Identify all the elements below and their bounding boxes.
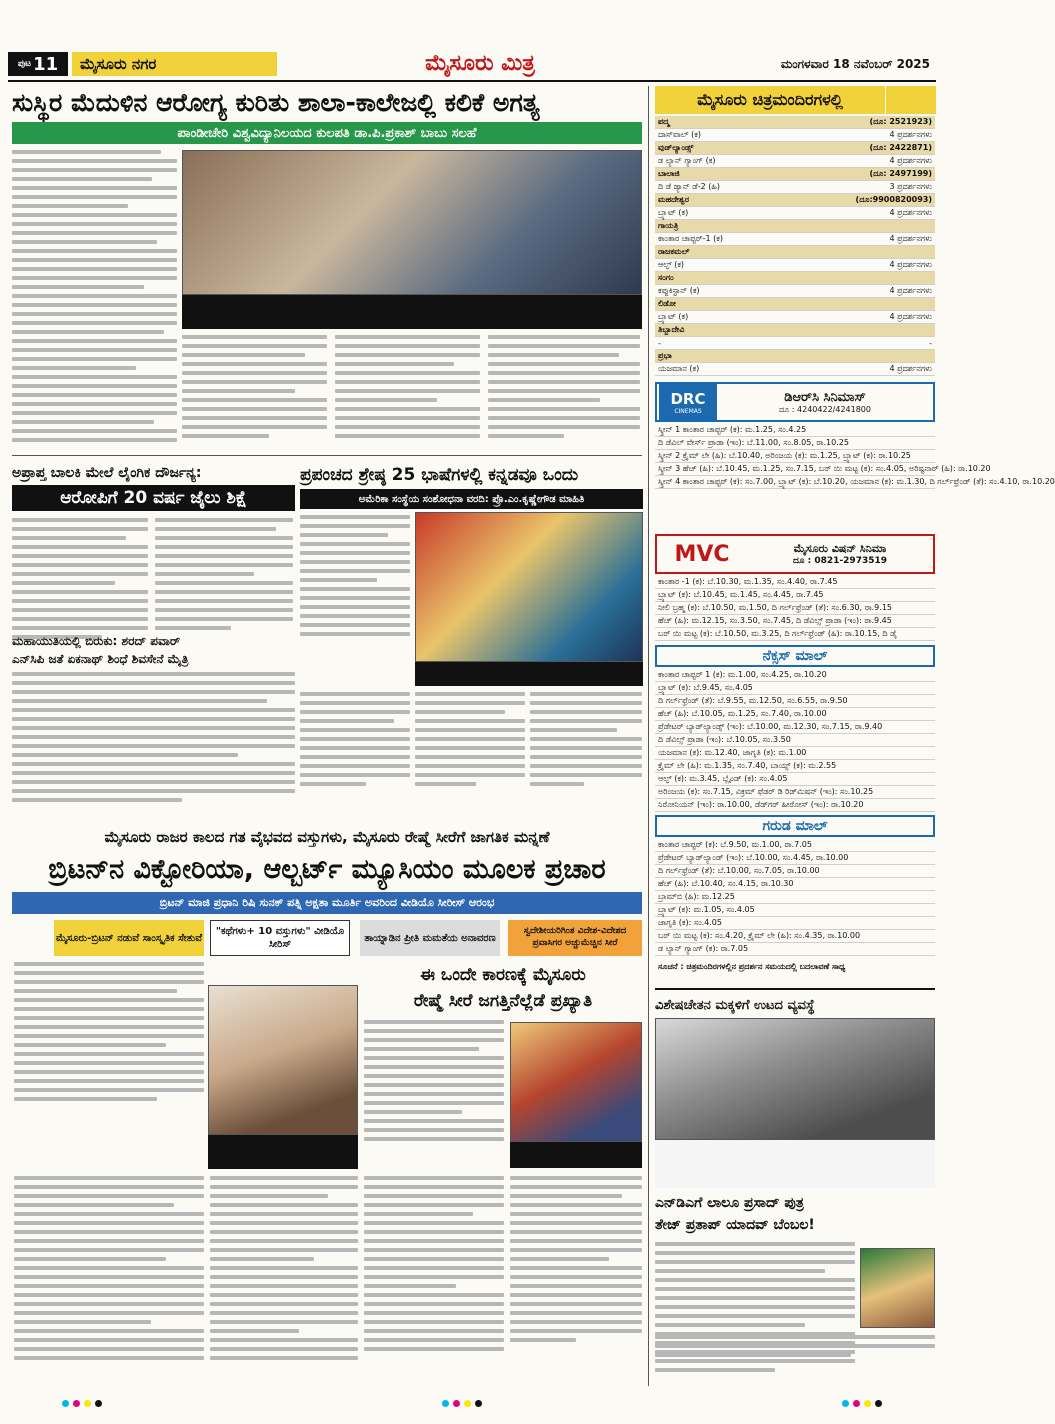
showtime-row: ಬ್ರ್ಯಾಟ್ (ಕ): ಬೆ.9.45, ಸಂ.4.05 (655, 682, 935, 695)
showtime-row: ಆಲ್ಫ್ (ಕ): ಮ.3.45, ಬ್ಲೈಂಡ್ (ಕ): ಸಂ.4.05 (655, 773, 935, 786)
story2-column-2 (155, 518, 293, 635)
film-row: - - (655, 337, 935, 350)
story3-photo-caption (415, 662, 643, 686)
nexus-listing (655, 669, 935, 812)
feature-right-headline: ವಿಶೇಷಚೇತನ ಮಕ್ಕಳಿಗೆ ಉಟದ ವ್ಯವಸ್ಥೆ (655, 998, 815, 1013)
drc-header (655, 382, 935, 422)
showtime-row: ಯಜಮಾನ (ಕ): ಮ.12.40, ಜಾಗೃತಿ (ಕ): ಮ.1.00 (655, 747, 935, 760)
showtime-row: ದಿ ಗರ್ಲ್‌ಫ್ರೆಂಡ್ (ತೆ): ಬೆ.10.00, ಸಂ.7.05, ರಾ.10.00 (655, 865, 935, 878)
story1-headline: ಸುಸ್ಥಿರ ಮೆದುಳಿನ ಆರೋಗ್ಯ ಕುರಿತು ಶಾಲಾ-ಕಾಲೇಜಲ್ಲಿ ಕಲಿಕೆ ಅಗತ್ಯ (12, 88, 540, 117)
drc-listing (655, 424, 1055, 489)
showtime-row: ದಿ ಡೆವಿಲ್ ವೇರ್ಸ್ ಪ್ರಾಡಾ (ಇಂ): ಬೆ.11.00, ಸಂ.8.05, ರಾ.10.25 (655, 437, 935, 450)
page-number-badge (8, 52, 68, 76)
drc-logo: DRC CINEMAS (659, 384, 717, 420)
mvc-header (655, 534, 935, 574)
showtime-row: ಬರ್ ಯಿ ಮಟ್ಟ (ಕ): ಸಂ.4.20, ಕ್ರೈಮ್ ಲೇ (ಹಿ): ಸಂ.4.35, ರಾ.10.00 (655, 930, 935, 943)
film-row: ಆಲ್ಫ್ (ಕ) 4 ಪ್ರದರ್ಶನಗಳು (655, 259, 935, 272)
story3-headline: ಪ್ರಪಂಚದ ಶ್ರೇಷ್ಠ 25 ಭಾಷೆಗಳಲ್ಲಿ ಕನ್ನಡವೂ ಒಂದು (300, 465, 579, 485)
issue-date: ಮಂಗಳವಾರ 18 ನವೆಂಬರ್ 2025 (780, 56, 930, 71)
story5-tab-motherland-love: ತಾಯ್ನಾಡಿನ ಪ್ರೀತಿ ಮಮತೆಯ ಅನಾವರಣ (360, 920, 500, 956)
theatre-row: ತಿಬ್ಬಾದೇವಿ (655, 324, 935, 337)
story1-column-2 (182, 335, 327, 443)
cinema-theatre-list (655, 116, 935, 376)
showtime-row: ಬ್ರಾಮ್‌ಬಿ (ಹಿ): ಮ.12.25 (655, 891, 935, 904)
story5-photo2-caption (510, 1142, 642, 1168)
story4-headline-line1: ಮಹಾಯುತಿಯಲ್ಲಿ ಬಿರುಕು: ಶರದ್ ಪವಾರ್ (12, 634, 181, 648)
story5-body-column-2 (210, 1176, 358, 1365)
showtime-row: ಪ್ರೆಡೇಟರ್ ಬ್ಯಾಡ್‌ಲ್ಯಾಂಡ್ (ಇಂ): ಬೆ.10.00, ಸಂ.4.45, ರಾ.10.00 (655, 852, 935, 865)
feature-right-caption (655, 1140, 935, 1188)
divider (12, 455, 642, 456)
nexus-title: ನೆಕ್ಸಸ್ ಮಾಲ್ (655, 645, 935, 667)
showtime-row: ಡ ಲ್ಯಾನ್ ಗ್ಯಾಂಗ್ (ಕ): ರಾ.7.05 (655, 943, 935, 956)
story6-headline-line1: ಎನ್‌ಡಿಎಗೆ ಲಾಲೂ ಪ್ರಸಾದ್ ಪುತ್ರ (655, 1195, 804, 1211)
showtime-row: ಹೆಚ್ (ಹಿ): ಬೆ.10.40, ಸಂ.4.15, ರಾ.10.30 (655, 878, 935, 891)
showtime-row: ನೀಲಿ ಬ್ರಹ್ಮ (ಕ): ಬೆ.10.50, ಮ.1.50, ದಿ ಗರ್ಲ್‌ಫ್ರೆಂಡ್ (ತೆ): ಸಂ.6.30, ರಾ.9.15 (655, 602, 935, 615)
feature-right-photo-lunch (655, 1018, 935, 1140)
story3-column-1 (300, 515, 410, 641)
story5-inner-column-1 (364, 1020, 504, 1146)
story3-column-3 (415, 692, 525, 791)
cinema-title-tail (886, 86, 936, 114)
story5-photo1-caption (208, 1135, 358, 1169)
story4-headline-line2: ಎನ್‌ಸಿಪಿ ಜತೆ ಏಕನಾಥ್ ಶಿಂಧೆ ಶಿವಸೇನೆ ಮೈತ್ರಿ (12, 652, 189, 666)
story5-intro-body (14, 962, 204, 1106)
story2-headline-line1: ಅಪ್ರಾಪ್ತ ಬಾಲಕಿ ಮೇಲೆ ಲೈಂಗಿಕ ದೌರ್ಜನ್ಯ: (12, 465, 202, 481)
film-row: ಬ್ರ್ಯಾಟ್ (ಕ) 4 ಪ್ರದರ್ಶನಗಳು (655, 311, 935, 324)
showtime-row: ಸ್ಕ್ರೀನ್ 2 ಕ್ರೈಮ್ ಲೇ (ಹಿ): ಬೆ.10.40, ಅರಿಂಜಯ (ಕ): ಮ.1.25, ಬ್ರ್ಯಾಟ್ (ಕ): ರಾ.10.25 (655, 450, 935, 463)
mvc-listing (655, 576, 935, 641)
story1-column-3 (335, 335, 480, 443)
story6-headline-line2: ತೇಜ್ ಪ್ರತಾಪ್ ಯಾದವ್ ಬೆಂಬಲ! (655, 1217, 815, 1233)
story5-tab-video-series: "ಕಥೆಗಳು+ 10 ವಸ್ತುಗಳು" ವೀಡಿಯೊ ಸೀರಿಸ್ (210, 920, 350, 956)
story6-photo-tej-pratap (860, 1248, 935, 1328)
page-label: ಪುಟ (17, 59, 32, 69)
theatre-row: ಪದ್ಮ (ದೂ: 2521923) (655, 116, 935, 129)
theatre-row: ವುಡ್‌ಲ್ಯಾಂಡ್ಸ್ (ದೂ: 2422871) (655, 142, 935, 155)
showtime-row: ಕಾಂತಾರ -1 (ಕ): ಬೆ.10.30, ಮ.1.35, ಸಂ.4.40, ರಾ.7.45 (655, 576, 935, 589)
garuda-listing (655, 839, 935, 956)
story5-inner-headline-line2: ರೇಷ್ಮೆ ಸೀರೆ ಜಗತ್ತಿನೆಲ್ಲೆಡೆ ಪ್ರಖ್ಯಾತಿ (413, 991, 593, 1011)
registration-dots-right (840, 1400, 884, 1407)
mvc-phone: ದೂ : 0821-2973519 (792, 556, 888, 566)
film-row: ದಾಸ್‌ವಾಲ್ (ಕ) 4 ಪ್ರದರ್ಶನಗಳು (655, 129, 935, 142)
story1-column-1 (12, 150, 177, 447)
showtime-row: ನಿರೋನಿಯನ್ (ಇಂ): ರಾ.10.00, ಡೆಡ್‌ಗರ್ ಹೀರೋಸ್ (ಇಂ): ರಾ.10.20 (655, 799, 935, 812)
showtime-row: ಸ್ಕ್ರೀನ್ 1 ಕಾಂತಾರ ಚಾಪ್ಟರ್ (ಕ): ಮ.1.25, ಸಂ.4.25 (655, 424, 935, 437)
garuda-title: ಗರುಡ ಮಾಲ್ (655, 815, 935, 837)
theatre-row: ಸಂಗಂ (655, 272, 935, 285)
story3-column-2 (300, 692, 410, 791)
showtime-row: ಜಾಗೃತಿ (ಕ): ಸಂ.4.05 (655, 917, 935, 930)
film-row: ಕಪ್ಪುಕಿಸ್ಟಾನ್ (ಕ) 4 ಪ್ರದರ್ಶನಗಳು (655, 285, 935, 298)
showtime-row: ಬ್ರ್ಯಾಟ್ (ಕ): ಮ.1.05, ಸಂ.4.05 (655, 904, 935, 917)
showtime-row: ಕಾಂತಾರ ಚಾಪ್ಟರ್ 1 (ಕ): ಮ.1.00, ಸಂ.4.25, ರಾ.10.20 (655, 669, 935, 682)
masthead: ಮೈಸೂರು ಮಿತ್ರ (425, 50, 535, 76)
story1-photo-caption (182, 295, 642, 329)
showtime-row: ಕಾಂತಾರ ಚಾಪ್ಟರ್ (ಕ): ಬೆ.9.50, ಮ.1.00, ರಾ.7.05 (655, 839, 935, 852)
showtime-row: ಪ್ರೆಡೇಟರ್ ಬ್ಯಾಡ್‌ಲ್ಯಾಂಡ್ಸ್ (ಇಂ): ಬೆ.10.00, ಮ.12.30, ಸಂ.7.15, ರಾ.9.40 (655, 721, 935, 734)
story5-photo-silk-saree (510, 1022, 642, 1142)
story5-tab-cultural-bridge: ಮೈಸೂರು-ಬ್ರಿಟನ್ ನಡುವೆ ಸಾಂಸ್ಕೃತಿಕ ಸೇತುವೆ (54, 920, 204, 956)
story5-body-column-3 (364, 1176, 504, 1356)
story5-subhead: ಬ್ರಿಟನ್ ಮಾಜಿ ಪ್ರಧಾನಿ ರಿಷಿ ಸುನಕ್ ಪತ್ನಿ ಅಕ್ಷತಾ ಮೂರ್ತಿ ಅವರಿಂದ ವೀಡಿಯೊ ಸೀರೀಸ್ ಆರಂಭ (12, 892, 642, 914)
film-row: ದಿ ಡೆ ಡ್ಯಾನ್ ಡೆ-2 (ಹಿ) 3 ಪ್ರದರ್ಶನಗಳು (655, 181, 935, 194)
theatre-row: ಮಹದೇಶ್ವರ (ದೂ:9900820093) (655, 194, 935, 207)
drc-phone: ದೂ : 4240422/4241800 (778, 404, 871, 414)
story5-photo-akshata-murty (208, 985, 358, 1135)
showtime-row: ಬರ್ ಯಿ ಮಟ್ಟ (ಕ): ಬೆ.10.50, ಮ.3.25, ದಿ ಗರ್ಲ್‌ಫ್ರೆಂಡ್ (ಹಿ): ರಾ.10.15, ದಿ ಡೈ (655, 628, 935, 641)
story3-column-4 (530, 692, 642, 791)
drc-title: ಡಿಆರ್‌ಸಿ ಸಿನಿಮಾಸ್ (784, 389, 866, 405)
story5-body-column-1 (14, 1176, 204, 1365)
story1-column-4 (488, 335, 640, 443)
story2-headline-line2: ಆರೋಪಿಗೆ 20 ವರ್ಷ ಜೈಲು ಶಿಕ್ಷೆ (12, 485, 295, 511)
showtime-row: ಅರಿಂಜಯ (ಕ): ಸಂ.7.15, ವಿಕ್ರಮ್ ಫೆಡರ್ ಡಿ ರಿಡ್‌ಮಿಷನ್ (ಇಂ): ಸಂ.10.25 (655, 786, 935, 799)
showtime-row: ಸ್ಕ್ರೀನ್ 4 ಕಾಂತಾರ ಚಾಪ್ಟರ್ (ಕ): ಸಂ.7.00, ಬ್ರ್ಯಾಟ್ (ಕ): ಬೆ.10.20, ಯಜಮಾನ (ಕ): ಮ.1.30, ದಿ ಗರ್ಲ್‌ಫ್ರೆಂಡ್ (ತೆ): ಸಂ.4.10, ರಾ.10.20 (655, 476, 935, 489)
theatre-row: ಗಾಯತ್ರಿ (655, 220, 935, 233)
mvc-title: ಮೈಸೂರು ವಿಷನ್ ಸಿನಿಮಾ (793, 542, 887, 555)
page-number: 11 (33, 53, 59, 75)
registration-dots-left (60, 1400, 104, 1407)
story5-body-column-4 (510, 1176, 642, 1347)
story3-subhead: ಅಮೆರಿಕಾ ಸಂಸ್ಥೆಯ ಸಂಶೋಧನಾ ವರದಿ: ಪ್ರೊ.ಎಂ.ಕೃಷ್ಣೇಗೌಡ ಮಾಹಿತಿ (300, 489, 643, 509)
story3-photo-felicitation (415, 512, 643, 662)
cinema-title: ಮೈಸೂರು ಚಿತ್ರಮಂದಿರಗಳಲ್ಲಿ (655, 86, 885, 114)
theatre-row: ಬಾಲಾಜಿ (ದೂ: 2497199) (655, 168, 935, 181)
film-row: ಯಜಮಾನ (ಕ) 4 ಪ್ರದರ್ಶನಗಳು (655, 363, 935, 376)
theatre-row: ರಾಜಕಮಲ್ (655, 246, 935, 259)
column-rule (648, 86, 649, 1386)
theatre-row: ಲಿಡೋ (655, 298, 935, 311)
story1-photo-lamp-lighting (182, 150, 642, 295)
story1-subhead: ಪಾಂಡೀಚೇರಿ ವಿಶ್ವವಿದ್ಯಾನಿಲಯದ ಕುಲಪತಿ ಡಾ.ಪಿ.ಪ್ರಕಾಶ್ ಬಾಬು ಸಲಹೆ (12, 122, 642, 144)
listing-note: ಸೂಚನೆ : ಚಿತ್ರಮಂದಿರಗಳಲ್ಲಿನ ಪ್ರದರ್ಶನ ಸಮಯದಲ್ಲಿ ಬದಲಾವಣೆ ಸಾಧ್ಯ (655, 960, 935, 990)
story5-tab-tourist-favourite: ಸ್ವದೇಶೀಯರಿಗಿಂತ ವಿದೇಶ-ವಿದೇಶದ ಪ್ರವಾಸಿಗರ ಅಚ್ಚುಮೆಚ್ಚಿನ ಸೀರೆ (508, 920, 642, 956)
story4-body (12, 672, 295, 807)
mvc-logo: MVC (674, 541, 730, 567)
story5-inner-headline-line1: ಈ ಒಂದೇ ಕಾರಣಕ್ಕೆ ಮೈಸೂರು (420, 965, 586, 985)
story6-body-end (655, 1335, 935, 1362)
showtime-row: ದಿ ಗರ್ಲ್‌ಫ್ರೆಂಡ್ (ತೆ): ಬೆ.9.55, ಮ.12.50, ಸಂ.6.55, ರಾ.9.50 (655, 695, 935, 708)
film-row: ಬ್ರ್ಯಾಟ್ (ಕ) 4 ಪ್ರದರ್ಶನಗಳು (655, 207, 935, 220)
story2-column-1 (12, 518, 148, 644)
registration-dots-center (440, 1400, 484, 1407)
theatre-row: ಪ್ರಭಾ (655, 350, 935, 363)
showtime-row: ಸ್ಕ್ರೀನ್ 3 ಹೆಚ್ (ಹಿ): ಬೆ.10.45, ಮ.1.25, ಸಂ.7.15, ಬರ್ ಯಿ ಮಟ್ಟ (ಕ): ಸಂ.4.05, ಅರಿಷ್ಟನಾರ್ (ಹಿ): ರಾ.10.20 (655, 463, 935, 476)
showtime-row: ಹೆಚ್ (ಹಿ): ಬೆ.10.05, ಮ.1.25, ಸಂ.7.40, ರಾ.10.00 (655, 708, 935, 721)
film-row: ಕಾಂತಾರ ಚಾಪ್ಟರ್-1 (ಕ) 4 ಪ್ರದರ್ಶನಗಳು (655, 233, 935, 246)
showtime-row: ಹೆಚ್ (ಹಿ): ಮ.12.15, ಸಂ.3.50, ಸಂ.7.45, ದಿ ಡೆವಿಲ್ಸ್ ಪ್ರಾಡಾ (ಇಂ): ರಾ.9.45 (655, 615, 935, 628)
header-rule (8, 80, 936, 82)
story5-kicker: ಮೈಸೂರು ರಾಜರ ಕಾಲದ ಗತ ವೈಭವದ ವಸ್ತುಗಳು, ಮೈಸೂರು ರೇಷ್ಮೆ ಸೀರೆಗೆ ಜಾಗತಿಕ ಮನ್ನಣೆ (104, 828, 550, 846)
section-title: ಮೈಸೂರು ನಗರ (72, 52, 277, 76)
film-row: ಡ ಲ್ಯಾನ್ ಗ್ಯಾಂಗ್ (ಕ) 4 ಪ್ರದರ್ಶನಗಳು (655, 155, 935, 168)
showtime-row: ಕ್ರೈಮ್ ಲೇ (ಹಿ): ಮ.1.35, ಸಂ.7.40, ಬಾಯ್ಸ್ (ಕ): ಮ.2.55 (655, 760, 935, 773)
story5-headline: ಬ್ರಿಟನ್‌ನ ವಿಕ್ಟೋರಿಯಾ, ಆಲ್ಬರ್ಟ್ ಮ್ಯೂಸಿಯಂ ಮೂಲಕ ಪ್ರಚಾರ (48, 854, 606, 885)
showtime-row: ಬ್ರ್ಯಾಟ್ (ಕ): ಬೆ.10.45, ಮ.1.45, ಸಂ.4.45, ರಾ.7.45 (655, 589, 935, 602)
showtime-row: ದಿ ಡೆವಿಲ್ಸ್ ಪ್ರಾಡಾ (ಇಂ): ಬೆ.10.05, ಸಂ.3.50 (655, 734, 935, 747)
